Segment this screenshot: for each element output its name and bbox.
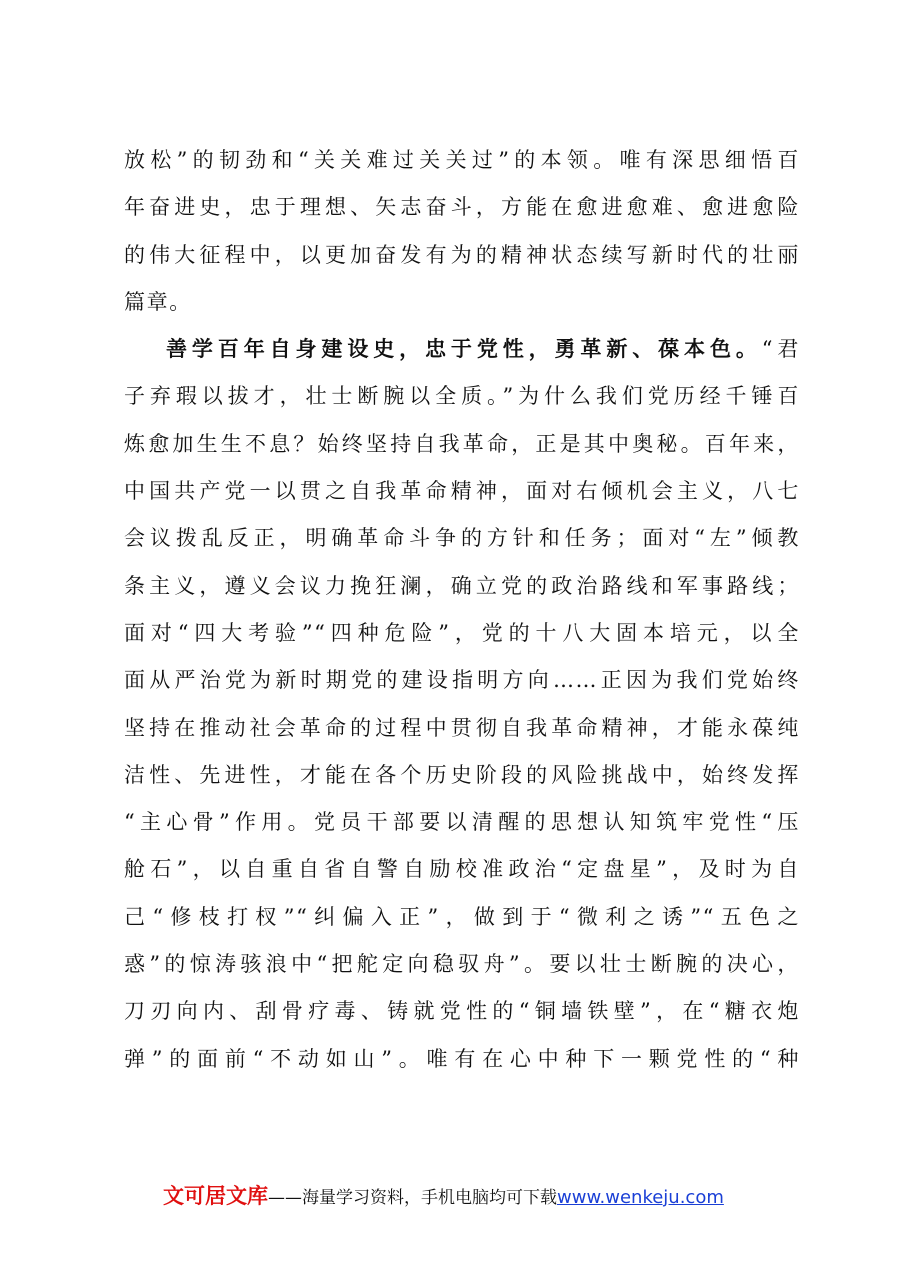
text-line: 面对“四大考验”“四种危险”，党的十八大固本培元，以全	[124, 620, 800, 645]
text-line: 面从严治党为新时期党的建设指明方向……正因为我们党始终	[124, 668, 800, 693]
text-line: 舱石”，以自重自省自警自励校准政治“定盘星”，及时为自	[124, 857, 800, 882]
text-line: 惑”的惊涛骇浪中“把舵定向稳驭舟”。要以壮士断腕的决心，	[124, 952, 800, 977]
page-footer	[163, 1183, 724, 1211]
text-line: 的伟大征程中，以更加奋发有为的精神状态续写新时代的壮丽	[124, 242, 800, 267]
footer-slogan: ——海量学习资料，手机电脑均可下载	[268, 1188, 557, 1208]
footer-website-link[interactable]: www.wenkeju.com	[557, 1187, 724, 1208]
text-line: 年奋进史，忠于理想、矢志奋斗，方能在愈进愈难、愈进愈险	[124, 195, 800, 220]
text-line: “主心骨”作用。党员干部要以清醒的思想认知筑牢党性“压	[124, 810, 800, 835]
text-line: 炼愈加生生不息？始终坚持自我革命，正是其中奥秘。百年来，	[124, 431, 800, 456]
footer-brand: 文可居文库	[163, 1184, 268, 1208]
text-line: 洁性、先进性，才能在各个历史阶段的风险挑战中，始终发挥	[124, 762, 800, 787]
text-line: 子弃瑕以拔才，壮士断腕以全质。”为什么我们党历经千锤百	[124, 384, 800, 409]
section-heading: 善学百年自身建设史，忠于党性，勇革新、葆本色。	[166, 337, 762, 362]
document-body	[124, 137, 800, 1083]
text-line: 条主义，遵义会议力挽狂澜，确立党的政治路线和军事路线；	[124, 573, 800, 598]
text-fragment: “君	[761, 337, 800, 362]
text-line: 会议拨乱反正，明确革命斗争的方针和任务；面对“左”倾教	[124, 526, 800, 551]
paragraph-heading-line	[124, 326, 800, 373]
text-line: 篇章。	[124, 289, 192, 314]
text-line: 坚持在推动社会革命的过程中贯彻自我革命精神，才能永葆纯	[124, 715, 800, 740]
text-line: 己“修枝打杈”“纠偏入正”，做到于“微利之诱”“五色之	[124, 904, 800, 929]
text-line: 中国共产党一以贯之自我革命精神，面对右倾机会主义，八七	[124, 479, 800, 504]
text-line: 弹”的面前“不动如山”。唯有在心中种下一颗党性的“种	[124, 1046, 800, 1071]
text-line: 刀刃向内、刮骨疗毒、铸就党性的“铜墙铁壁”，在“糖衣炮	[124, 999, 800, 1024]
text-line: 放松”的韧劲和“关关难过关关过”的本领。唯有深思细悟百	[124, 148, 800, 172]
